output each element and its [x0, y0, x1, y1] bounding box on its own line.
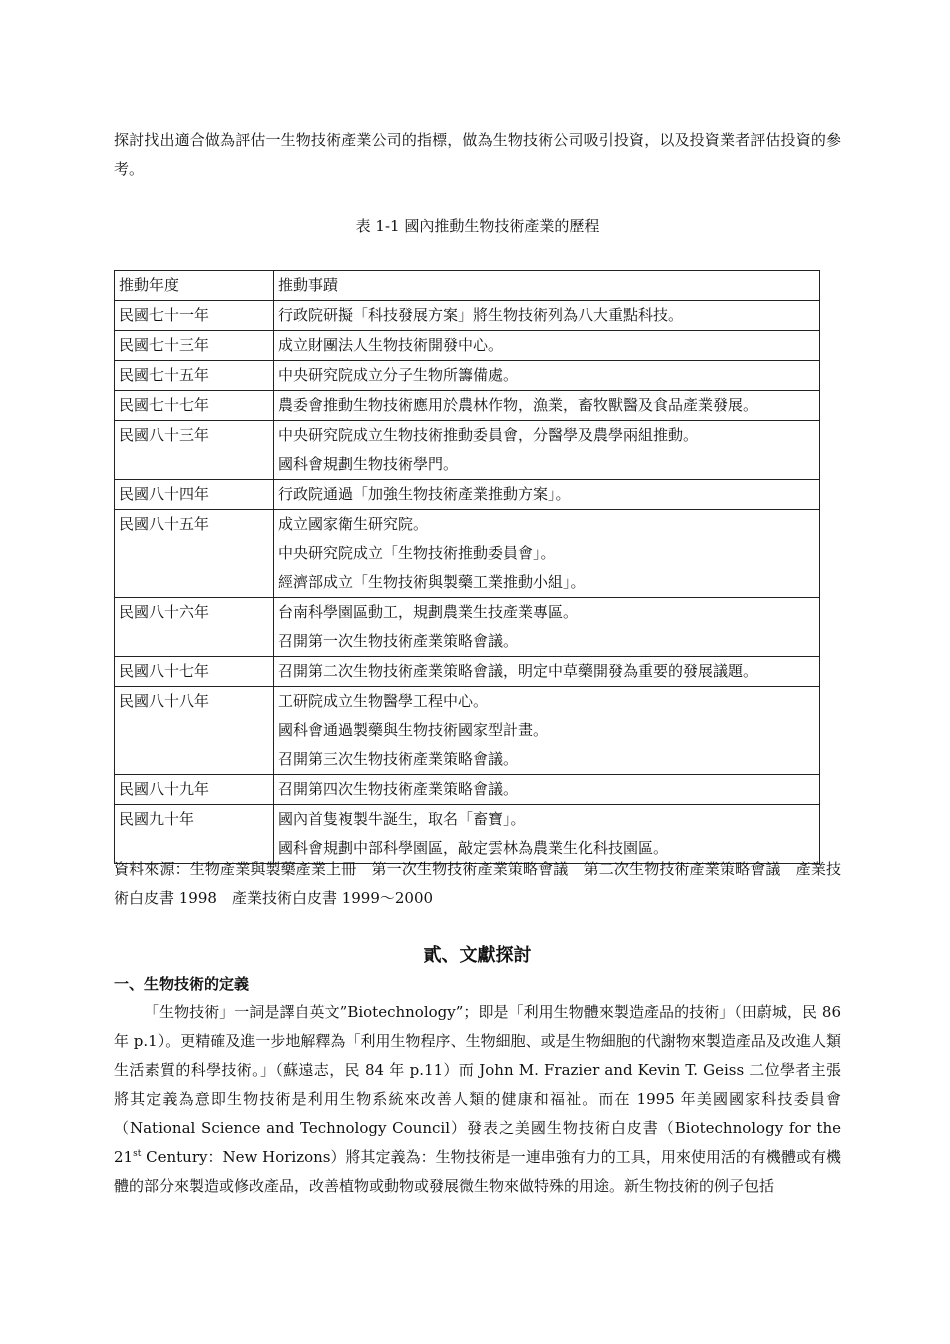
table-row	[115, 598, 820, 657]
cell-events	[274, 480, 820, 510]
cell-year: 民國七十三年	[115, 331, 274, 361]
event-line: 中央研究院成立生物技術推動委員會，分醫學及農學兩組推動。	[278, 426, 699, 444]
event-line: 國內首隻複製牛誕生，取名「畜寶」。	[278, 810, 526, 828]
event-line: 中央研究院成立分子生物所籌備處。	[278, 366, 519, 384]
table-row	[115, 657, 820, 687]
cell-year: 民國九十年	[115, 805, 274, 864]
event-line: 工研院成立生物醫學工程中心。	[278, 692, 489, 710]
cell-year: 民國七十七年	[115, 391, 274, 421]
event-line: 中央研究院成立「生物技術推動委員會」。	[278, 544, 556, 562]
cell-year: 民國七十一年	[115, 301, 274, 331]
event-line: 召開第四次生物技術產業策略會議。	[278, 780, 519, 798]
history-table	[114, 270, 820, 864]
cell-year: 民國八十八年	[115, 687, 274, 775]
cell-year: 民國八十三年	[115, 421, 274, 480]
event-line: 召開第三次生物技術產業策略會議。	[278, 750, 519, 768]
cell-year: 民國八十九年	[115, 775, 274, 805]
event-line: 經濟部成立「生物技術與製藥工業推動小組」。	[278, 573, 586, 591]
event-line: 行政院研擬「科技發展方案」將生物技術列為八大重點科技。	[278, 306, 684, 324]
cell-year: 民國八十七年	[115, 657, 274, 687]
table-caption: 表 1-1 國內推動生物技術產業的歷程	[355, 217, 600, 235]
table-row	[115, 331, 820, 361]
body-text-part2: Century：New Horizons）將其定義為：生物技術是一連串強有力的工具，用來使用活的有機體或有機體的部分來製造或修改產品，改善植物或動物或發展微生物來做特殊的用途。新生物技術的例子包括	[114, 1148, 841, 1195]
section-heading: 貳、文獻探討	[423, 945, 532, 966]
table-row	[115, 775, 820, 805]
table-row	[115, 480, 820, 510]
cell-year: 民國七十五年	[115, 361, 274, 391]
cell-events	[274, 510, 820, 598]
table-row	[115, 391, 820, 421]
event-line: 國科會規劃生物技術學門。	[278, 455, 459, 473]
event-line: 台南科學園區動工，規劃農業生技產業專區。	[278, 603, 579, 621]
event-line: 國科會規劃中部科學園區，敲定雲林為農業生化科技園區。	[278, 839, 669, 857]
cell-events	[274, 331, 820, 361]
event-line: 國科會通過製藥與生物技術國家型計畫。	[278, 721, 549, 739]
cell-events	[274, 421, 820, 480]
event-line: 召開第一次生物技術產業策略會議。	[278, 632, 519, 650]
cell-year: 民國八十六年	[115, 598, 274, 657]
cell-events	[274, 775, 820, 805]
table-header-row	[115, 271, 820, 301]
header-year: 推動年度	[115, 271, 274, 301]
body-superscript: st	[133, 1149, 142, 1159]
table-row	[115, 421, 820, 480]
table-body	[115, 301, 820, 864]
cell-events	[274, 598, 820, 657]
cell-events	[274, 657, 820, 687]
header-events: 推動事蹟	[274, 271, 820, 301]
cell-events	[274, 687, 820, 775]
cell-year: 民國八十四年	[115, 480, 274, 510]
cell-year: 民國八十五年	[115, 510, 274, 598]
event-line: 成立財團法人生物技術開發中心。	[278, 336, 504, 354]
body-paragraph	[114, 998, 841, 1201]
cell-events	[274, 301, 820, 331]
table-row	[115, 510, 820, 598]
cell-events	[274, 361, 820, 391]
event-line: 成立國家衛生研究院。	[278, 515, 429, 533]
cell-events	[274, 391, 820, 421]
body-text-part1: 「生物技術」一詞是譯自英文”Biotechnology”；即是「利用生物體來製造產品的技術」（田蔚城，民 86 年 p.1）。更精確及進一步地解釋為「利用生物程序、生物細胞、或是生物細胞的代謝物來製造產品及改進人類生活素質的科學技術。」（蘇遠志，民 84 年 p.11）而 John M. Frazier and Kevin T. Geiss 二位學者主張將其定義為意即生物技術是利用生物系統來改善人類的健康和福祉。而在 1995 年美國國家科技委員會（National Science and Technology Council）發表之美國生物技術白皮書（Biotechnology for the 21	[114, 1003, 841, 1166]
table-row	[115, 361, 820, 391]
table-row	[115, 301, 820, 331]
event-line: 農委會推動生物技術應用於農林作物，漁業，畜牧獸醫及食品產業發展。	[278, 396, 759, 414]
intro-paragraph: 探討找出適合做為評估一生物技術產業公司的指標，做為生物技術公司吸引投資，以及投資業者評估投資的參考。	[114, 131, 841, 178]
event-line: 行政院通過「加強生物技術產業推動方案」。	[278, 485, 571, 503]
source-note: 資料來源：生物產業與製藥產業上冊 第一次生物技術產業策略會議 第二次生物技術產業策略會議 產業技術白皮書 1998 產業技術白皮書 1999～2000	[114, 860, 841, 907]
subsection-heading: 一、生物技術的定義	[114, 975, 250, 993]
event-line: 召開第二次生物技術產業策略會議，明定中草藥開發為重要的發展議題。	[278, 662, 759, 680]
table-row	[115, 687, 820, 775]
